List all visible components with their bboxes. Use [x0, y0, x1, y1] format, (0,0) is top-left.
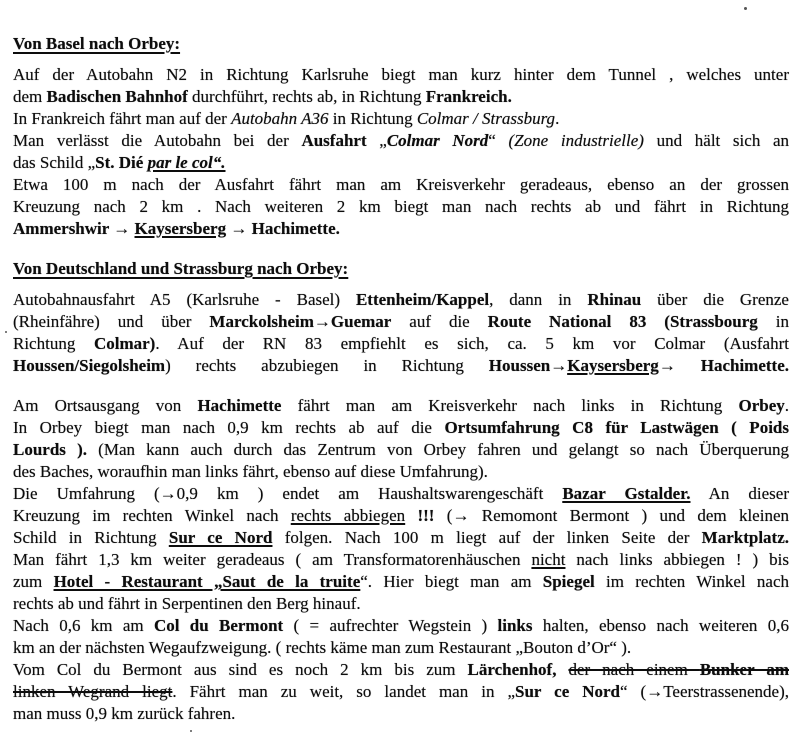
text-run: (→ Remomont Bermont ) und dem kleinen: [434, 506, 789, 525]
text-run: das Schild „: [13, 153, 96, 172]
text-run: (Zone industrielle): [508, 131, 644, 150]
text-line: [13, 417, 789, 439]
text-run: „: [366, 131, 387, 150]
text-run: Nach 0,6 km am: [13, 616, 154, 635]
text-run: Sur ce Nord: [168, 528, 273, 547]
text-run: in Richtung: [328, 109, 417, 128]
text-run: km an der nächsten Wegaufzweigung. ( rechts käme man zum Restaurant „Bouton d’Or“ ).: [13, 638, 632, 657]
heading-von-basel-nach-orbey: [13, 33, 789, 55]
text-run: und hält sich an: [643, 131, 790, 150]
text-run: “ (→Teerstrassenende),: [620, 682, 789, 701]
text-line: [13, 483, 789, 505]
text-run: Ortsumfahrung C8 für Lastwägen ( Poids: [444, 418, 789, 437]
text-run: Hachimette: [197, 396, 282, 415]
text-run: [405, 506, 417, 525]
text-run: Orbey: [738, 396, 785, 415]
text-run: Man verlässt die Autobahn bei der: [13, 131, 302, 150]
text-line: [13, 461, 789, 483]
text-line: [13, 615, 789, 637]
text-run: (Man kann auch durch das Zentrum von Orbey fahren und gelangt so nach Überquerung: [87, 440, 789, 459]
text-line: [13, 130, 789, 152]
text-run: Auf der Autobahn N2 in Richtung Karlsruhe biegt man kurz hinter dem Tunnel , welches unter: [13, 65, 789, 84]
text-run: Ammershwir →: [13, 219, 135, 238]
text-line: [13, 439, 789, 461]
text-run: Kaysersberg: [567, 356, 659, 375]
text-line: [13, 174, 789, 196]
text-line: [13, 64, 789, 86]
text-line: [13, 395, 789, 417]
text-line: [13, 593, 789, 615]
text-run: Colmar Nord: [386, 131, 489, 150]
text-line: [13, 108, 789, 130]
text-run: Autobahn A36: [231, 109, 329, 128]
text-run: “: [488, 131, 509, 150]
text-line: [13, 571, 789, 593]
text-line: [13, 637, 789, 659]
text-run: Houssen/Siegolsheim: [13, 356, 166, 375]
text-run: über die Grenze: [641, 290, 789, 309]
text-run: ) rechts abzubiegen in Richtung: [165, 356, 489, 375]
text-run: In Frankreich fährt man auf der: [13, 109, 232, 128]
text-run: der nach einem: [568, 660, 700, 679]
text-run: In Orbey biegt man nach 0,9 km rechts ab auf die: [13, 418, 445, 437]
text-line: [13, 355, 789, 377]
text-run: Hachimette.: [700, 356, 789, 375]
text-line: [13, 289, 789, 311]
text-run: ( = aufrechter Wegstein ): [283, 616, 498, 635]
document-content: [13, 33, 789, 725]
directions-hachimette-bis-laerchenhof: [13, 395, 789, 725]
text-run: .: [784, 396, 789, 415]
directions-von-deutschland: [13, 289, 789, 377]
text-line: [13, 196, 789, 218]
text-run: nicht: [531, 550, 566, 569]
text-run: man muss 0,9 km zurück fahren.: [13, 704, 236, 723]
text-run: Sur ce Nord: [515, 682, 621, 701]
text-line: [13, 218, 789, 240]
text-run: rechts ab und fährt in Serpentinen den Berg hinauf.: [13, 594, 361, 613]
text-run: auf die: [391, 312, 488, 331]
text-run: Rhinau: [587, 290, 642, 309]
text-run: Lourds ).: [13, 440, 87, 459]
text-run: [556, 660, 568, 679]
text-run: “. Hier biegt man am: [360, 572, 543, 591]
text-run: (Rheinfähre) und über: [13, 312, 210, 331]
heading-von-deutschland-und-strassburg-nach-orbey: [13, 258, 789, 280]
text-run: Kaysersberg: [134, 219, 227, 238]
directions-von-basel: [13, 64, 789, 240]
text-run: halten, ebenso nach weiteren 0,6: [532, 616, 790, 635]
text-run: Die Umfahrung (→0,9 km ) endet am Haushaltswarengeschäft: [13, 484, 563, 503]
text-line: [13, 152, 789, 174]
text-run: nach links abbiegen ! ) bis: [565, 550, 789, 569]
text-run: !!!: [417, 506, 435, 525]
text-run: Man fährt 1,3 km weiter geradeaus ( am Transformatorenhäuschen: [13, 550, 532, 569]
text-run: Von Deutschland und Strassburg nach Orbey:: [13, 259, 349, 278]
text-run: Spiegel: [542, 572, 595, 591]
text-run: fährt man am Kreisverkehr nach links in Richtung: [281, 396, 739, 415]
text-run: Frankreich.: [425, 87, 512, 106]
text-run: folgen. Nach 100 m liegt auf der linken Seite der: [272, 528, 702, 547]
text-run: Colmar): [93, 334, 156, 353]
text-run: Etwa 100 m nach der Ausfahrt fährt man am Kreisverkehr geradeaus, ebenso an der grossen: [13, 175, 789, 194]
text-line: [13, 311, 789, 333]
text-run: Am Ortsausgang von: [13, 396, 198, 415]
text-run: Schild in Richtung: [13, 528, 169, 547]
text-run: Marktplatz.: [701, 528, 790, 547]
text-run: Vom Col du Bermont aus sind es noch 2 km bis zum: [13, 660, 468, 679]
text-run: Route National 83 (Strassbourg: [487, 312, 758, 331]
text-run: Autobahnausfahrt A5 (Karlsruhe - Basel): [13, 290, 356, 309]
text-run: .: [555, 109, 560, 128]
text-run: par le col“.: [147, 153, 226, 172]
text-line: [13, 659, 789, 681]
text-run: . Fährt man zu weit, so landet man in „: [172, 682, 515, 701]
text-run: Ausfahrt: [301, 131, 367, 150]
scan-speck: [190, 730, 192, 732]
text-run: linken Wegrand liegt: [13, 682, 173, 701]
scan-speck: [744, 7, 747, 10]
text-run: Badischen Bahnhof: [46, 87, 188, 106]
scan-speck: [5, 331, 7, 333]
text-run: Houssen→: [488, 356, 568, 375]
text-line: [13, 527, 789, 549]
text-run: Hotel - Restaurant „Saut de la truite: [53, 572, 361, 591]
text-run: →: [226, 219, 252, 238]
text-run: An dieser: [690, 484, 789, 503]
text-run: Bazar Gstalder.: [562, 484, 691, 503]
text-line: [13, 703, 789, 725]
text-line: [13, 681, 789, 703]
text-run: Lärchenhof,: [467, 660, 557, 679]
text-run: durchführt, rechts ab, in Richtung: [187, 87, 426, 106]
text-run: Marckolsheim→Guemar: [209, 312, 392, 331]
text-run: zum: [13, 572, 54, 591]
text-run: →: [658, 356, 676, 375]
text-run: Von Basel nach Orbey:: [13, 34, 181, 53]
text-run: des Baches, woraufhin man links fährt, ebenso auf diese Umfahrung).: [13, 462, 488, 481]
text-line: [13, 333, 789, 355]
text-run: links: [497, 616, 533, 635]
text-run: Hachimette.: [251, 219, 340, 238]
text-run: , dann in: [489, 290, 588, 309]
text-run: rechts abbiegen: [290, 506, 406, 525]
text-run: Colmar / Strassburg: [416, 109, 556, 128]
text-run: Ettenheim/Kappel: [355, 290, 490, 309]
text-line: [13, 549, 789, 571]
text-run: im rechten Winkel nach: [594, 572, 790, 591]
text-line: [13, 86, 789, 108]
text-run: Col du Bermont: [153, 616, 284, 635]
text-run: dem: [13, 87, 47, 106]
text-run: Richtung: [13, 334, 94, 353]
text-run: in: [757, 312, 789, 331]
text-run: Bunker am: [699, 660, 789, 679]
text-run: St. Dié: [95, 153, 144, 172]
text-run: [676, 356, 701, 375]
text-line: [13, 505, 789, 527]
text-run: Kreuzung im rechten Winkel nach: [13, 506, 291, 525]
text-run: Kreuzung nach 2 km . Nach weiteren 2 km biegt man nach rechts ab und fährt in Richtung: [13, 197, 789, 216]
text-run: . Auf der RN 83 empfiehlt es sich, ca. 5 km vor Colmar (Ausfahrt: [155, 334, 789, 353]
